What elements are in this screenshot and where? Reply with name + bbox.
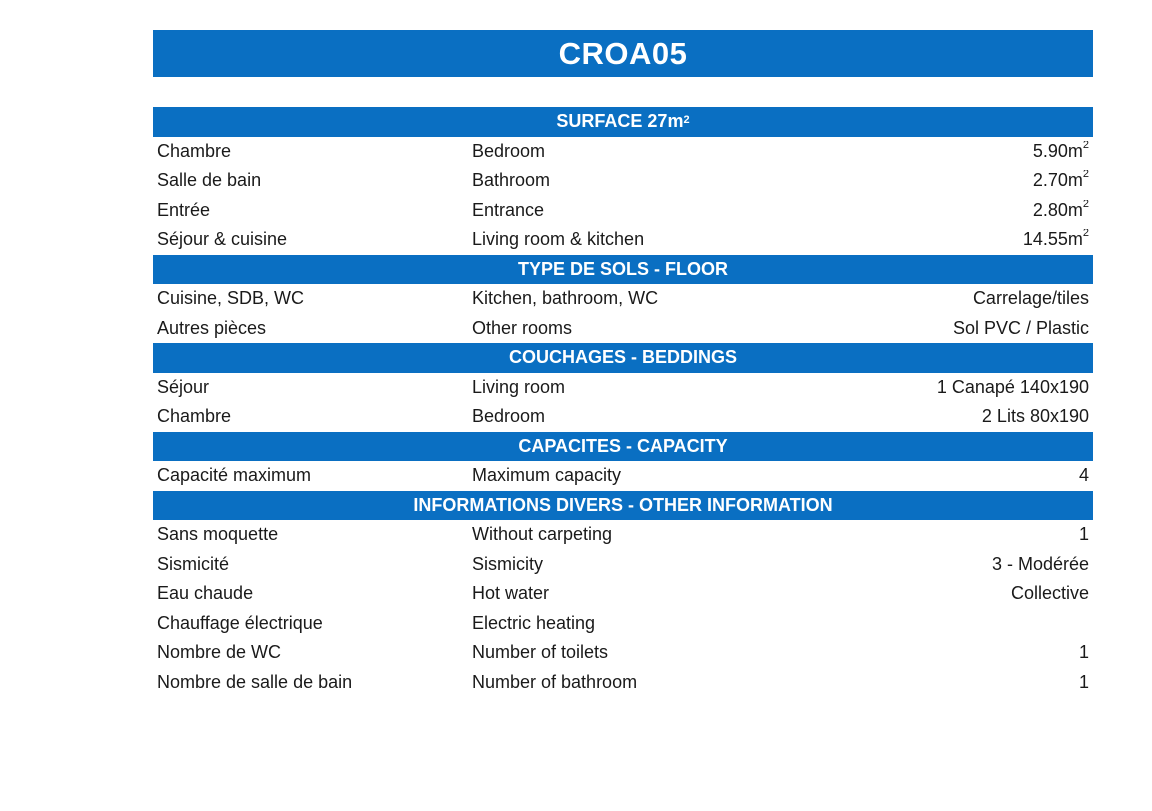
table-row <box>153 520 1093 550</box>
table-row <box>153 284 1093 314</box>
table-row <box>153 402 1093 432</box>
table-row <box>153 461 1093 491</box>
row-value-text: 2.70m <box>1032 170 1083 191</box>
table-row <box>153 638 1093 668</box>
french-label: Chambre <box>157 406 232 427</box>
french-label: Autres pièces <box>157 317 267 338</box>
english-label: Electric heating <box>472 612 596 633</box>
row-value-text: 2.80m <box>1032 199 1083 220</box>
english-label: Kitchen, bathroom, WC <box>472 288 659 309</box>
french-label: Chambre <box>157 140 232 161</box>
section-heading <box>153 491 1093 521</box>
french-label: Capacité maximum <box>157 465 312 486</box>
english-label: Bathroom <box>472 170 551 191</box>
english-label: Maximum capacity <box>472 465 622 486</box>
french-label: Eau chaude <box>157 583 254 604</box>
table-row <box>153 137 1093 167</box>
row-value-text: 1 <box>1078 642 1089 663</box>
row-value-superscript: 2 <box>1082 140 1089 151</box>
table-row <box>153 373 1093 403</box>
info-sheet <box>153 107 1093 697</box>
section-heading <box>153 255 1093 285</box>
row-value <box>852 200 1093 221</box>
english-label: Number of bathroom <box>472 671 638 692</box>
french-label: Nombre de salle de bain <box>157 671 353 692</box>
row-value-text: 1 Canapé 140x190 <box>936 376 1089 397</box>
english-label: Hot water <box>472 583 550 604</box>
english-label: Other rooms <box>472 317 573 338</box>
english-label: Entrance <box>472 199 545 220</box>
row-value <box>852 288 1093 309</box>
french-label: Chauffage électrique <box>157 612 323 633</box>
english-label: Living room & kitchen <box>472 229 645 250</box>
french-label: Sismicité <box>157 553 230 574</box>
row-value <box>852 583 1093 604</box>
row-value-text: 2 Lits 80x190 <box>981 406 1089 427</box>
page-title: CROA05 <box>153 30 1093 77</box>
french-label: Sans moquette <box>157 524 279 545</box>
row-value <box>852 524 1093 545</box>
section-heading-text: COUCHAGES - BEDDINGS <box>508 347 737 368</box>
row-value-superscript: 2 <box>1082 170 1089 181</box>
table-row <box>153 166 1093 196</box>
table-row <box>153 225 1093 255</box>
section-heading <box>153 343 1093 373</box>
table-row <box>153 196 1093 226</box>
row-value-superscript: 2 <box>1082 199 1089 210</box>
row-value-text: Sol PVC / Plastic <box>952 317 1089 338</box>
french-label: Séjour & cuisine <box>157 229 288 250</box>
table-row <box>153 668 1093 698</box>
row-value-text: 4 <box>1078 465 1089 486</box>
english-label: Without carpeting <box>472 524 613 545</box>
table-row <box>153 550 1093 580</box>
row-value-text: 14.55m <box>1022 229 1083 250</box>
english-label: Sismicity <box>472 553 543 574</box>
row-value-superscript: 2 <box>1082 229 1089 240</box>
row-value-text: 1 <box>1078 524 1089 545</box>
row-value <box>852 554 1093 575</box>
french-label: Séjour <box>157 376 210 397</box>
english-label: Bedroom <box>472 406 546 427</box>
section-heading-text: TYPE DE SOLS - FLOOR <box>517 258 728 279</box>
section-heading: SURFACE 27m $^2$ <box>153 107 1093 137</box>
row-value <box>852 170 1093 191</box>
english-label: Number of toilets <box>472 642 609 663</box>
table-row <box>153 314 1093 344</box>
row-value-text: 1 <box>1078 671 1089 692</box>
row-value <box>852 318 1093 339</box>
row-value-text: Carrelage/tiles <box>972 288 1089 309</box>
table-row <box>153 579 1093 609</box>
french-label: Salle de bain <box>157 170 262 191</box>
row-value <box>852 642 1093 663</box>
english-label: Living room <box>472 376 566 397</box>
row-value-text: 3 - Modérée <box>991 553 1089 574</box>
row-value <box>852 229 1093 250</box>
french-label: Cuisine, SDB, WC <box>157 288 305 309</box>
row-value <box>852 377 1093 398</box>
table-row <box>153 609 1093 639</box>
row-value <box>852 672 1093 693</box>
row-value-text: 5.90m <box>1032 140 1083 161</box>
row-value <box>852 141 1093 162</box>
english-label: Bedroom <box>472 140 546 161</box>
section-heading <box>153 432 1093 462</box>
row-value-text: Collective <box>1010 583 1089 604</box>
french-label: Entrée <box>157 199 211 220</box>
row-value <box>852 465 1093 486</box>
french-label: Nombre de WC <box>157 642 282 663</box>
section-heading-text: CAPACITES - CAPACITY <box>518 435 728 456</box>
section-heading-text: INFORMATIONS DIVERS - OTHER INFORMATION <box>413 494 833 515</box>
row-value <box>852 406 1093 427</box>
section-heading-text: SURFACE 27m <box>556 111 684 132</box>
